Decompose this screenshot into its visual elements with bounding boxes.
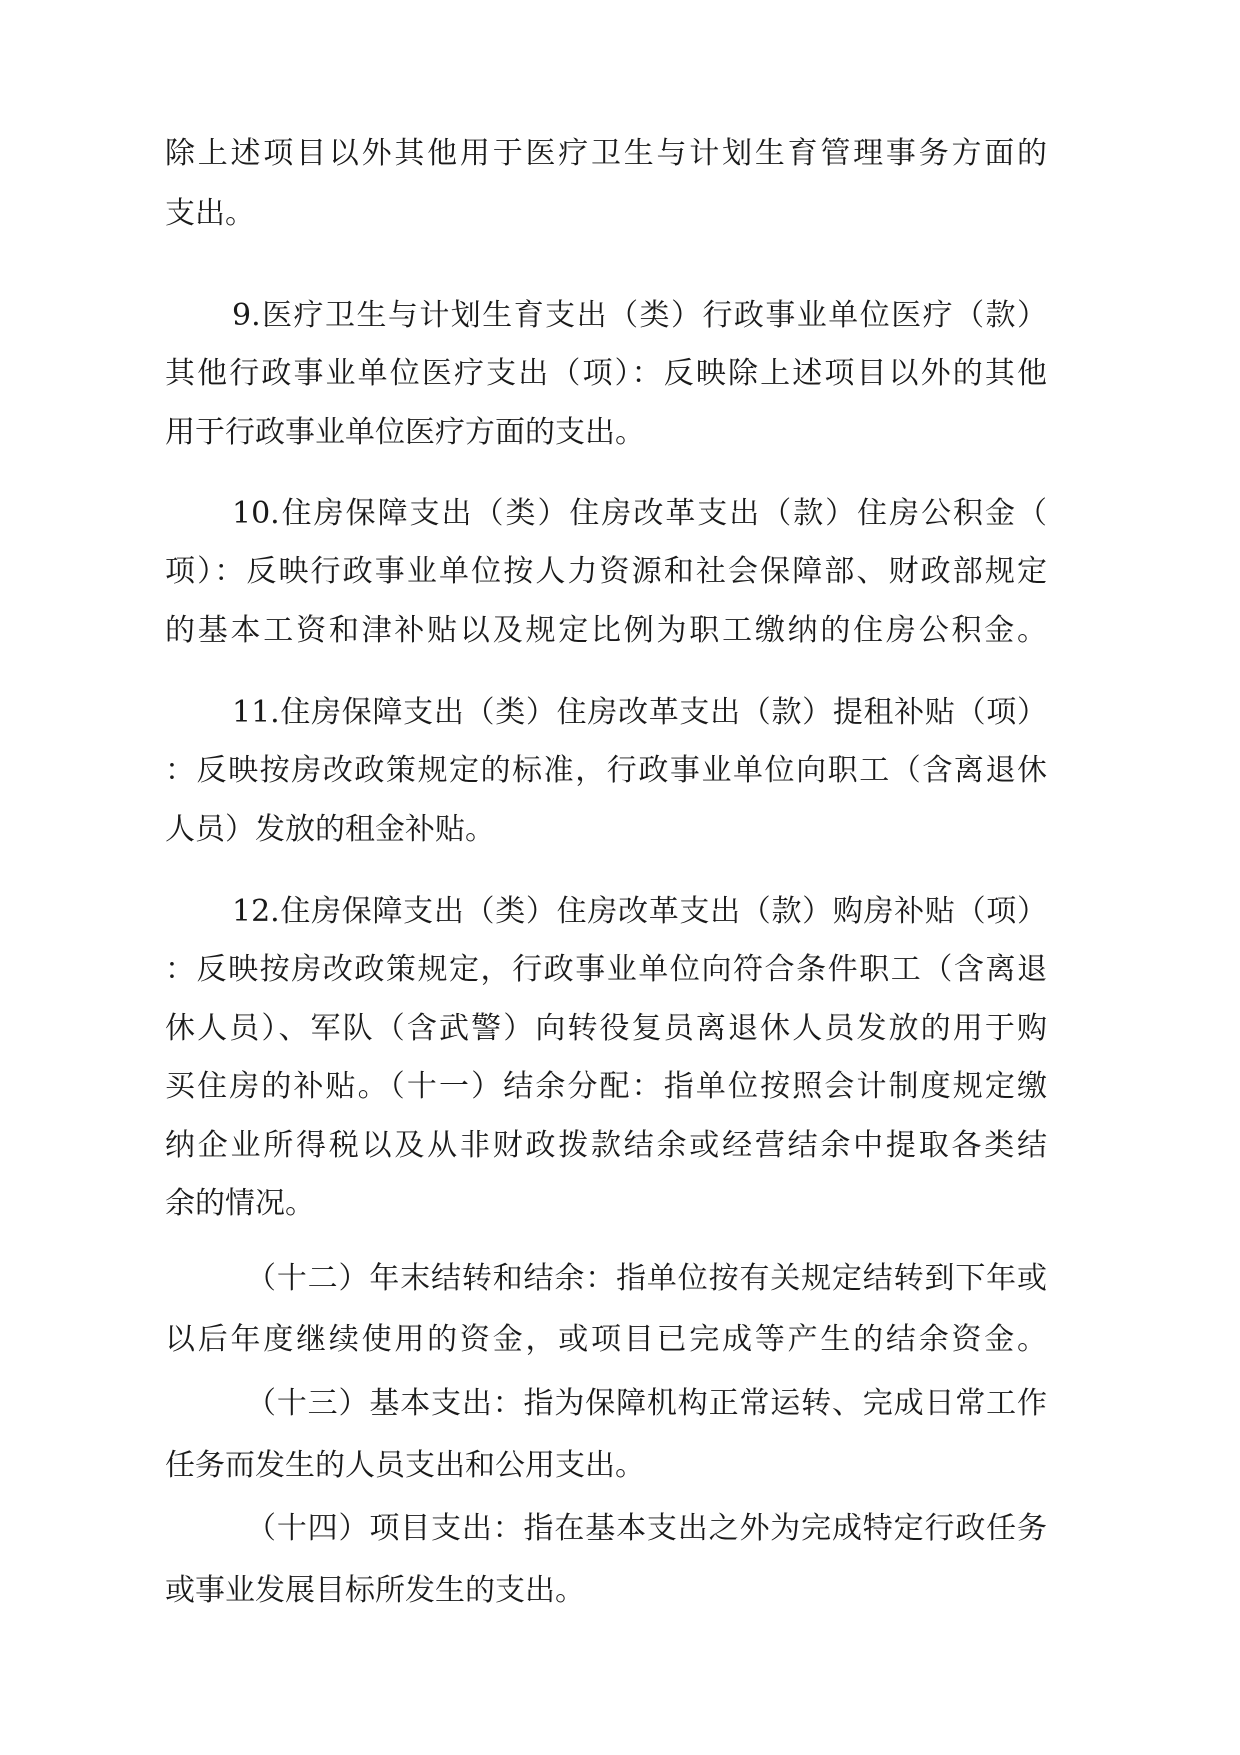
paragraph-11-heading: 11.住房保障支出（类）住房改革支出（款）提租补贴（项） [232, 695, 1047, 730]
text-line: 人员）发放的租金补贴。 [165, 812, 495, 847]
text-line: 或事业发展目标所发生的支出。 [165, 1573, 585, 1608]
text-line: 休人员）、军队（含武警）向转役复员离退休人员发放的用于购 [165, 1011, 1047, 1046]
text-line: ：反映按房改政策规定的标准，行政事业单位向职工（含离退休 [165, 753, 1047, 788]
text-line: 任务而发生的人员支出和公用支出。 [165, 1448, 645, 1483]
text-line: 用于行政事业单位医疗方面的支出。 [165, 415, 645, 450]
text-line: 其他行政事业单位医疗支出（项）：反映除上述项目以外的其他 [165, 356, 1047, 391]
paragraph-12-heading: 12.住房保障支出（类）住房改革支出（款）购房补贴（项） [232, 894, 1047, 929]
paragraph-9-heading: 9.医疗卫生与计划生育支出（类）行政事业单位医疗（款） [232, 298, 1047, 333]
paragraph-10-heading: 10.住房保障支出（类）住房改革支出（款）住房公积金（ [232, 496, 1047, 531]
section-13-heading: （十三）基本支出：指为保障机构正常运转、完成日常工作 [246, 1386, 1047, 1421]
text-line: 买住房的补贴。（十一）结余分配：指单位按照会计制度规定缴 [165, 1069, 1047, 1104]
text-line: 纳企业所得税以及从非财政拨款结余或经营结余中提取各类结 [165, 1128, 1047, 1163]
text-line: 余的情况。 [165, 1186, 315, 1221]
text-line: 项）：反映行政事业单位按人力资源和社会保障部、财政部规定 [165, 554, 1047, 589]
text-line: 除上述项目以外其他用于医疗卫生与计划生育管理事务方面的 [165, 136, 1047, 171]
text-line: 的基本工资和津补贴以及规定比例为职工缴纳的住房公积金。 [165, 613, 1047, 648]
text-line: 以后年度继续使用的资金，或项目已完成等产生的结余资金。 [165, 1322, 1047, 1357]
section-12-heading: （十二）年末结转和结余：指单位按有关规定结转到下年或 [246, 1261, 1047, 1296]
text-line: ：反映按房改政策规定，行政事业单位向符合条件职工（含离退 [165, 952, 1047, 987]
section-14-heading: （十四）项目支出：指在基本支出之外为完成特定行政任务 [246, 1511, 1047, 1546]
text-line: 支出。 [165, 196, 255, 231]
